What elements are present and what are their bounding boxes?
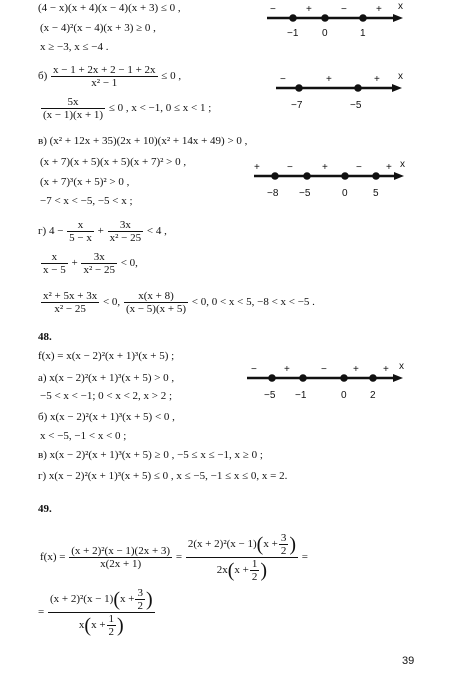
denominator-factor: x [78,619,85,632]
part-v-line-3: (x + 7)³(x + 5)² > 0 , [40,176,130,188]
paren-open: ( [113,588,120,611]
axis-x-label: x [400,159,405,170]
tick-label: 0 [341,390,347,401]
tick-label: −7 [291,100,303,111]
fraction-denominator: x² − 1 [91,77,118,89]
point [295,84,303,92]
tick-label: −1 [295,390,307,401]
fraction-numerator: (x + 2)²(x − 1)(2x + 3) [71,545,171,557]
axis-x-label: x [398,71,403,82]
part-label-g: г) [38,225,47,238]
part-label-v: в) [38,135,47,147]
number-line-2 [274,70,414,110]
inequality-tail: ≤ 0 , [161,70,182,83]
sign-label: + [383,364,389,375]
part-v-solution: −7 < x < −5, −5 < x ; [40,195,133,207]
fraction [51,64,158,89]
fraction [41,96,105,121]
fraction-denominator: x² − 25 [54,303,86,315]
part-v-line-1 [38,135,247,148]
axis-arrow [393,374,403,382]
paren-content: x + [263,538,278,551]
ineq-line-1: (4 − x)(x + 4)(x − 4)(x + 3) ≤ 0 , [38,2,181,14]
tick-label: −5 [350,100,362,111]
fraction-compound [48,587,155,638]
sign-label: + [254,162,260,173]
fraction-denominator: x(2x + 1) [100,558,142,570]
sign-label: − [321,364,327,375]
sign-label: − [356,162,362,173]
inner-numerator: 3 [137,587,143,599]
point [340,374,348,382]
inner-fraction [135,587,145,612]
fraction-numerator: x − 1 + 2x + 2 − 1 + 2x [53,64,156,76]
equals-sign: = [301,551,308,564]
tick-label: 1 [360,28,366,39]
axis-x-label: x [398,1,403,12]
sign-label: − [341,4,347,15]
ineq-line-2: (x − 4)²(x − 4)(x + 3) ≥ 0 , [40,22,156,34]
inner-numerator: 1 [251,558,258,570]
numerator-factor: (x + 2)²(x − 1) [49,593,114,606]
fraction [41,290,99,315]
tick-label: −5 [299,188,311,199]
point [369,374,377,382]
solution-line-3: x ≥ −3, x ≤ −4 . [40,41,109,53]
tick-label: −5 [264,390,276,401]
part-g-48: г) x(x − 2)²(x + 1)³(x + 5) ≤ 0 , x ≤ −5, −1 ≤ x ≤ 0, x = 2. [38,470,288,482]
fraction [108,219,144,244]
fraction-denominator: x² − 25 [83,264,115,276]
inner-denominator: 2 [280,545,287,557]
part-b-48: б) x(x − 2)²(x + 1)³(x + 5) < 0 , [38,411,175,423]
fraction-numerator: x² + 5x + 3x [43,290,98,302]
inner-numerator: 1 [108,613,115,625]
fraction-numerator: 5x [41,96,105,109]
inequality-tail: ≤ 0 , x < −1, 0 ≤ x < 1 ; [108,102,212,115]
fraction-compound [186,532,298,583]
paren-close: ) [117,614,124,637]
number-line-3 [252,158,412,200]
fraction-numerator: x [41,251,68,264]
fraction [41,251,68,276]
sign-label: + [353,364,359,375]
inequality-tail: < 4 , [146,225,167,238]
result-49 [38,587,156,638]
fraction [69,545,172,570]
denominator-factor: 2x [216,564,228,577]
paren-content: x + [120,593,135,606]
sign-label: − [280,74,286,85]
sign-label: + [284,364,290,375]
fraction-numerator [186,532,298,558]
part-a-48-solution: −5 < x < −1; 0 < x < 2, x > 2 ; [40,390,173,402]
fraction [124,290,188,315]
number-line-4 [245,360,415,402]
fraction [81,251,117,276]
plus-sign: + [71,257,78,270]
part-v-expression: (x² + 12x + 35)(2x + 10)(x² + 14x + 49) > 0 , [49,135,248,147]
problem-number-48: 48. [38,331,52,343]
function-lhs: f(x) = [40,551,66,564]
fraction-numerator: x [67,219,94,232]
sign-label: − [270,4,276,15]
fraction-numerator: 3x [108,219,144,232]
paren-content: x + [234,564,249,577]
paren-open: ( [227,559,235,582]
part-label-b: б) [38,70,48,83]
sign-label: − [287,162,293,173]
axis-arrow [393,14,403,22]
function-49 [40,532,308,583]
inner-denominator: 2 [137,600,143,612]
part-v-line-2: (x + 7)(x + 5)(x + 5)(x + 7)² > 0 , [40,156,187,168]
fraction-numerator [48,587,155,613]
part-v-48: в) x(x − 2)²(x + 1)³(x + 5) ≥ 0 , −5 ≤ x ≤ −1, x ≥ 0 ; [38,449,263,461]
point [271,172,279,180]
tick-label: 5 [373,188,379,199]
number-line-1 [265,0,405,40]
sign-label: + [326,74,332,85]
sign-label: + [376,4,382,15]
sign-label: + [322,162,328,173]
fraction-numerator: x(x + 8) [124,290,188,303]
inequality-tail: < 0, 0 < x < 5, −8 < x < −5 . [191,296,315,309]
page-number: 39 [402,655,415,667]
paren-close: ) [260,559,268,582]
axis-arrow [394,172,404,180]
point [303,172,311,180]
tick-label: 0 [342,188,348,199]
tick-label: 2 [370,390,376,401]
sign-label: + [306,4,312,15]
part-g-line-1 [38,219,167,244]
sign-label: + [374,74,380,85]
point [289,14,297,22]
problem-number-49: 49. [38,503,52,515]
fraction-denominator: 5 − x [69,232,92,244]
point [359,14,367,22]
function-48: f(x) = x(x − 2)²(x + 1)³(x + 5) ; [38,350,175,362]
inner-denominator: 2 [251,571,258,583]
expr-text: 4 − [48,225,64,238]
fraction-denominator: (x − 5)(x + 5) [125,303,186,315]
point [372,172,380,180]
inequality-mid: < 0, [102,296,121,309]
point [268,374,276,382]
point [354,84,362,92]
part-a-48: а) x(x − 2)²(x + 1)³(x + 5) > 0 , [38,372,175,384]
tick-label: −1 [287,28,299,39]
part-g-line-2 [40,251,138,276]
paren-close: ) [289,533,296,556]
numerator-factor: 2(x + 2)²(x − 1) [187,538,257,551]
sign-label: − [251,364,257,375]
sign-label: + [386,162,392,173]
paren-content: x + [91,619,106,632]
fraction-denominator: (x − 1)(x + 1) [43,109,104,121]
paren-open: ( [256,533,264,556]
fraction [67,219,94,244]
fraction-denominator [48,613,155,638]
axis-arrow [392,84,402,92]
point [299,374,307,382]
inner-denominator: 2 [108,626,115,638]
point [321,14,329,22]
tick-label: −8 [267,188,279,199]
axis-x-label: x [399,361,404,372]
part-g-line-3 [40,290,315,315]
equals-sign: = [175,551,183,564]
tick-label: 0 [322,28,328,39]
fraction-numerator: 3x [81,251,117,264]
inner-numerator: 3 [280,532,287,544]
inner-fraction [107,613,117,638]
inner-fraction [279,532,289,557]
point [341,172,349,180]
inner-fraction [250,558,260,583]
plus-sign: + [97,225,104,238]
fraction-denominator: x − 5 [43,264,66,276]
equals-sign: = [38,606,45,619]
part-b-48-solution: x < −5, −1 < x < 0 ; [40,430,127,442]
part-b-line-1 [38,64,181,89]
part-b-line-2 [40,96,211,121]
paren-open: ( [84,614,92,637]
fraction-denominator: x² − 25 [109,232,142,244]
inequality-tail: < 0, [120,257,138,270]
paren-close: ) [145,588,153,611]
fraction-denominator [186,558,298,583]
